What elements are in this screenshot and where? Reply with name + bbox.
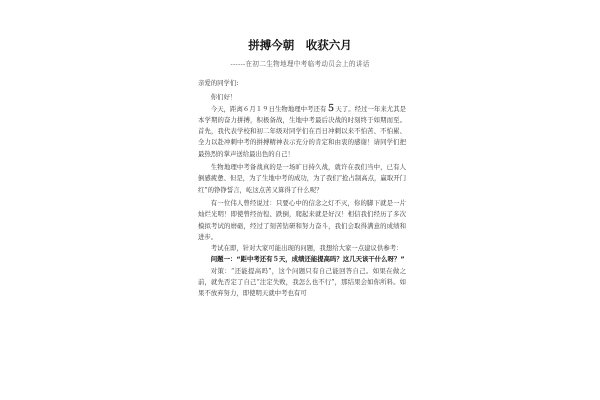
days-remaining: ５: [326, 103, 336, 114]
question-1: [198, 254, 406, 265]
paragraph-3: 有一位伟人曾经说过：只要心中的信念之灯不灭，你的脚下就是一片灿烂光明！即使曾经彷徨、跌倒，爬起来就是好汉！相信我们经历了多次模拟考试的磨砺，经过了刻苦钻研和努力奋斗，我们会取得满意的成绩和进步。: [198, 198, 406, 241]
paragraph-2: 生物地理中考备战真的是一场旷日持久战，就许在我们当中，已有人倒感疲惫、但是，为了生地中考的成功，为了我们“抢占制高点，赢取开门红”的铮铮誓言，屹这点苦又算得了什么呢？: [198, 163, 406, 194]
paragraph-5: 对策：“还能提高吗”，这个问题只有自己能回答自己。如果在做之前，就先否定了自己“注定失败，我怎么也不行”，那结果会如你所料。如果不放弃努力，即使明天就中考也有可: [198, 266, 406, 298]
question-1-text: “距中考还有５天，成绩还能提高吗？这几天该干什么呀？”: [236, 255, 405, 264]
question-1-label: 问题一：: [210, 255, 237, 264]
greeting: 你们好！: [210, 93, 237, 102]
document-subtitle: ------在初二生物地理中考临考动员会上的讲话: [230, 60, 370, 68]
paragraph-1-rest: 天了。经过一年来尤其是本学期的奋力拼搏，积极备战，生地中考最后决战的时刻终于如期而至。首先，我代表学校和初二年级对同学们在百日冲刺以来不怕苦、不怕累、全力以赴冲刺中考的拼搏精神表示充分的肯定和由衷的感谢！请同学们把最热烈的掌声送给最出色的自己！: [198, 104, 406, 158]
paragraph-1-start: 今天，距离６月１９日生物地理中考还有: [210, 104, 327, 113]
paragraph-1: [198, 104, 406, 160]
speech-body: [198, 78, 406, 300]
salutation: 亲爱的同学们:: [198, 79, 239, 87]
paragraph-4: 考试在即，针对大家可能出现的问题，我想给大家一点建议供参考：: [210, 244, 403, 253]
document-title: 拼搏今朝 收获六月: [248, 38, 352, 52]
